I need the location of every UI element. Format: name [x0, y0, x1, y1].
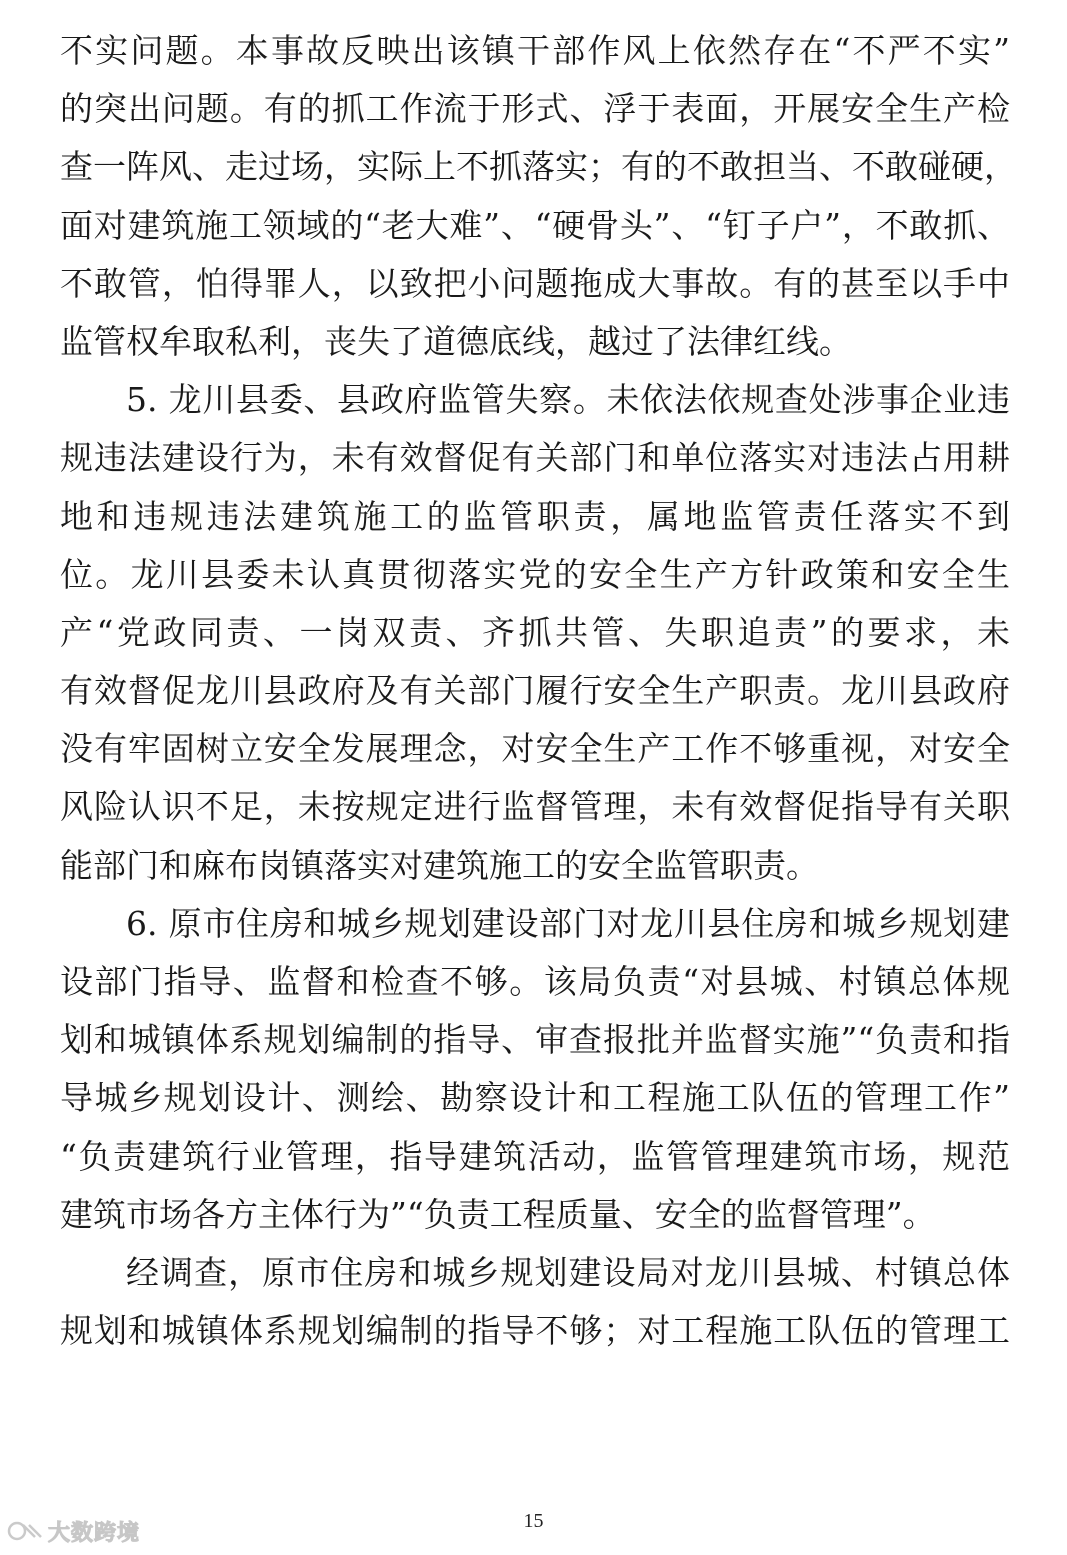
text-line: 位。龙川县委未认真贯彻落实党的安全生产方针政策和安全生: [60, 554, 1010, 594]
brand-logo-icon: [6, 1516, 44, 1546]
text-line: 的突出问题。有的抓工作流于形式、浮于表面，开展安全生产检: [60, 89, 1010, 129]
text-line: 不实问题。本事故反映出该镇干部作风上依然存在“不严不实”: [60, 31, 1010, 70]
text-line: 监管权牟取私利，丧失了道德底线，越过了法律红线。: [60, 321, 852, 361]
text-line: 风险认识不足，未按规定进行监督管理，未有效督促指导有关职: [60, 787, 1010, 827]
text-line: 有效督促龙川县政府及有关部门履行安全生产职责。龙川县政府: [60, 671, 1010, 711]
text-line: 地和违规违法建筑施工的监管职责，属地监管责任落实不到: [60, 496, 1010, 536]
text-line: 能部门和麻布岗镇落实对建筑施工的安全监管职责。: [60, 845, 819, 885]
text-line: 没有牢固树立安全发展理念，对安全生产工作不够重视，对安全: [60, 729, 1010, 769]
text-line: 设部门指导、监督和检查不够。该局负责“对县城、村镇总体规: [60, 962, 1010, 1001]
text-line: 面对建筑施工领域的“老大难”、“硬骨头”、“钉子户”，不敢抓、: [60, 205, 1010, 245]
text-line: 规违法建设行为，未有效督促有关部门和单位落实对违法占用耕: [60, 438, 1010, 478]
watermark: [6, 1514, 140, 1548]
text-line: “负责建筑行业管理，指导建筑活动，监管管理建筑市场，规范: [60, 1136, 1010, 1176]
text-line: 建筑市场各方主体行为”“负责工程质量、安全的监督管理”。: [60, 1194, 936, 1234]
text-line: 6. 原市住房和城乡规划建设部门对龙川县住房和城乡规划建: [126, 903, 1010, 943]
text-line: 不敢管，怕得罪人，以致把小问题拖成大事故。有的甚至以手中: [60, 263, 1010, 303]
text-line: 规划和城镇体系规划编制的指导不够；对工程施工队伍的管理工: [60, 1311, 1010, 1351]
text-line: 经调查，原市住房和城乡规划建设局对龙川县城、村镇总体: [126, 1252, 1010, 1292]
watermark-text: 大数跨境: [48, 1520, 141, 1546]
text-line: 划和城镇体系规划编制的指导、审查报批并监督实施”“负责和指: [60, 1020, 1010, 1060]
text-line: 导城乡规划设计、测绘、勘察设计和工程施工队伍的管理工作”: [60, 1078, 1010, 1118]
text-line: 查一阵风、走过场，实际上不抓落实；有的不敢担当、不敢碰硬，: [60, 147, 1017, 187]
document-body: [60, 22, 1017, 1360]
text-line: 产“党政同责、一岗双责、齐抓共管、失职追责”的要求，未: [60, 612, 1010, 652]
text-line: 5. 龙川县委、县政府监管失察。未依法依规查处涉事企业违: [126, 380, 1010, 420]
page-number: 15: [523, 1510, 544, 1532]
